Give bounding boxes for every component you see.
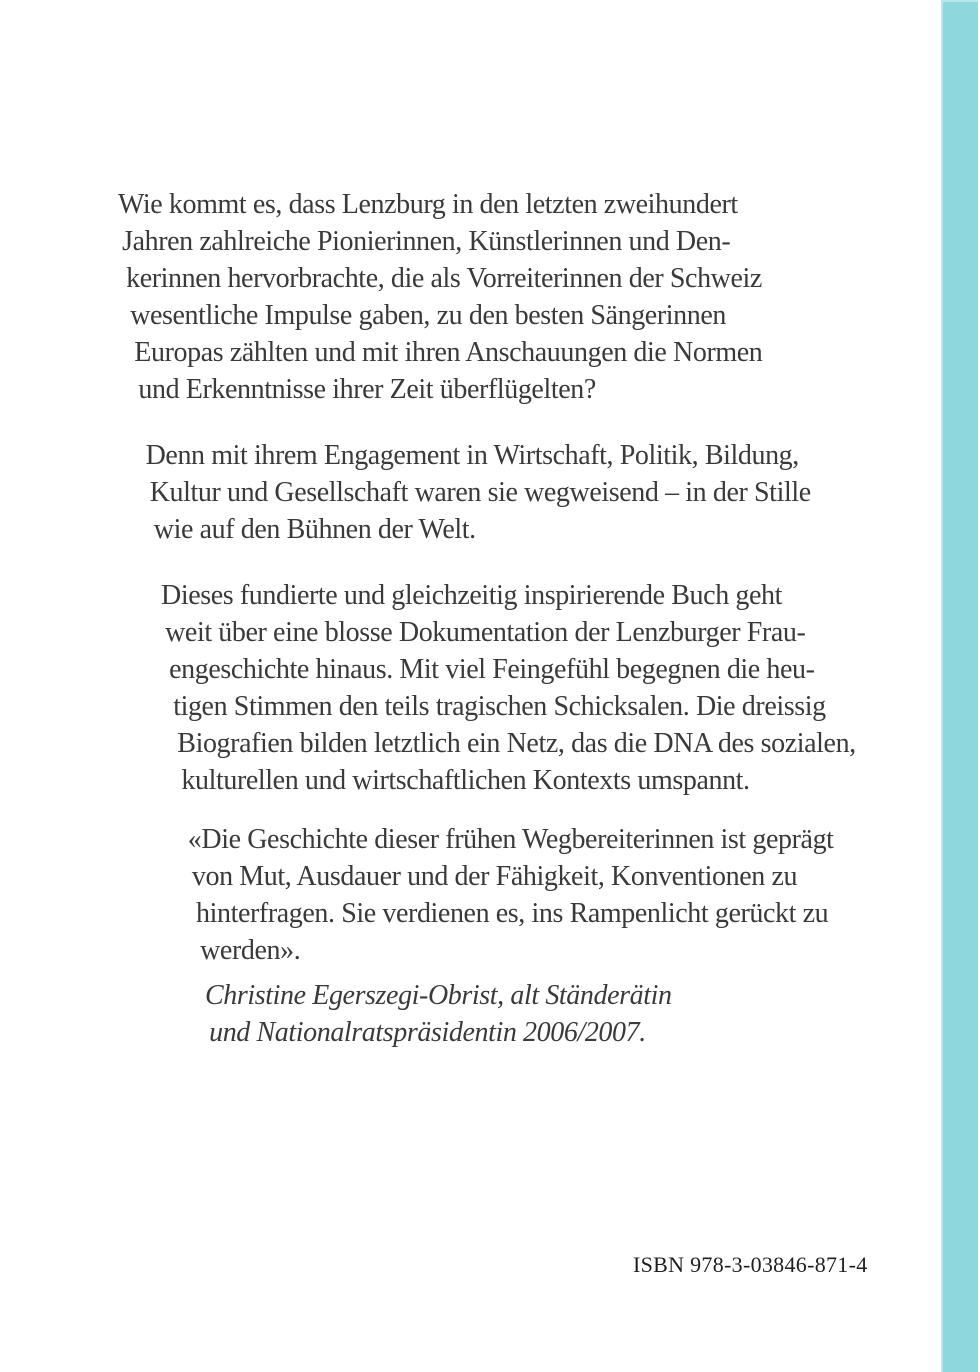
text-line: engeschichte hinaus. Mit viel Feingefühl begegnen die heu-: [169, 654, 815, 685]
text-line: Christine Egerszegi-Obrist, alt Ständerätin: [205, 980, 672, 1011]
text-line: «Die Geschichte dieser frühen Wegbereiterinnen ist geprägt: [187, 824, 834, 855]
text-line: werden».: [200, 935, 301, 966]
text-line: und Nationalratspräsidentin 2006/2007.: [209, 1017, 646, 1048]
text-line: Jahren zahlreiche Pionierinnen, Künstlerinnen und Den-: [122, 226, 731, 257]
text-line: von Mut, Ausdauer und der Fähigkeit, Konventionen zu: [191, 861, 798, 892]
text-line: weit über eine blosse Dokumentation der Lenzburger Frau-: [165, 617, 806, 648]
text-line: hinterfragen. Sie verdienen es, ins Rampenlicht gerückt zu: [196, 898, 829, 929]
text-line: und Erkenntnisse ihrer Zeit überflügelten?: [138, 374, 596, 405]
text-line: wie auf den Bühnen der Welt.: [153, 514, 476, 545]
text-line: Biografien bilden letztlich ein Netz, das die DNA des sozialen,: [177, 728, 856, 759]
paragraph-intro-question: [118, 186, 878, 408]
text-line: kerinnen hervorbrachte, die als Vorreiterinnen der Schweiz: [126, 263, 762, 294]
text-line: Europas zählten und mit ihren Anschauungen die Normen: [134, 337, 763, 368]
text-line: Denn mit ihrem Engagement in Wirtschaft, Politik, Bildung,: [145, 440, 799, 471]
text-line: Kultur und Gesellschaft waren sie wegweisend – in der Stille: [149, 477, 811, 508]
paragraph-quote-attribution: [118, 977, 878, 1051]
text-line: Wie kommt es, dass Lenzburg in den letzten zweihundert: [118, 189, 738, 220]
paragraph-book-description: [118, 577, 878, 799]
blurb-text-block: [118, 186, 878, 1051]
accent-stripe: [941, 0, 978, 1372]
isbn-label: ISBN 978-3-03846-871-4: [633, 1252, 868, 1277]
text-line: tigen Stimmen den teils tragischen Schicksalen. Die dreissig: [173, 691, 826, 722]
text-line: kulturellen und wirtschaftlichen Kontexts umspannt.: [181, 765, 750, 796]
paragraph-endorsement-quote: [118, 821, 878, 969]
text-line: Dieses fundierte und gleichzeitig inspirierende Buch geht: [161, 580, 782, 611]
text-line: wesentliche Impulse gaben, zu den besten Sängerinnen: [130, 300, 726, 331]
paragraph-statement: [118, 437, 878, 548]
